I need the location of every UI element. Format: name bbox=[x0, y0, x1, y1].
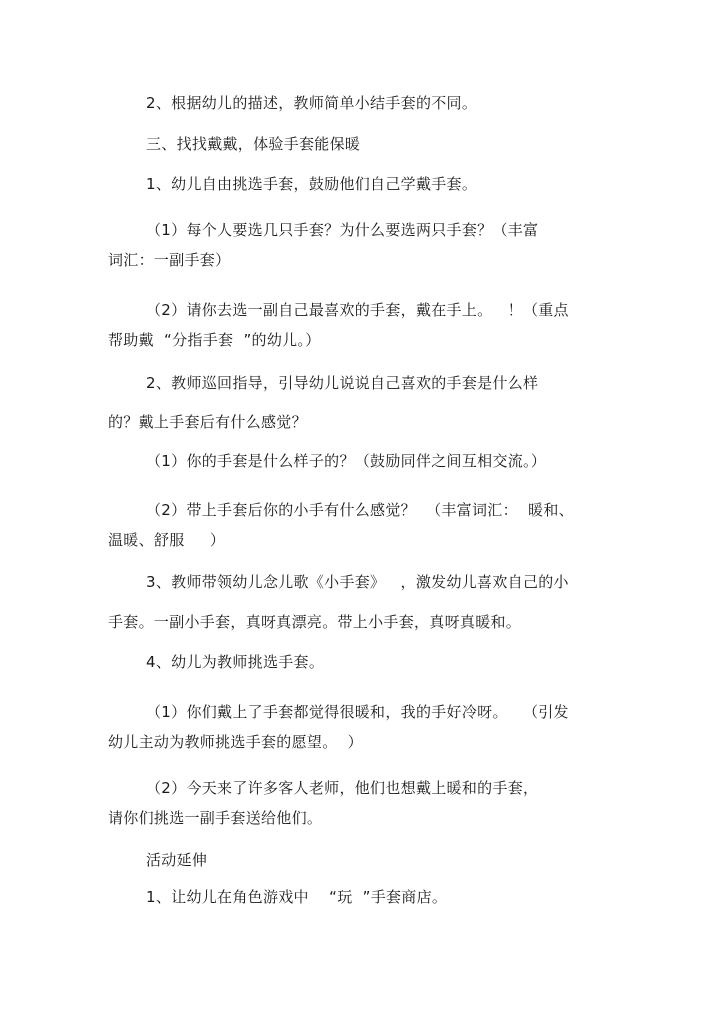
text-line: （2）今天来了许多客人老师，他们也想戴上暖和的手套， bbox=[146, 779, 539, 797]
text-line: （2）请你去选一副自己最喜欢的手套，戴在手上。 ！（重点 bbox=[146, 301, 569, 319]
text-line: 3、教师带领幼儿念儿歌《小手套》 ，激发幼儿喜欢自己的小 bbox=[146, 573, 569, 591]
text-line: 温暖、舒服 ） bbox=[108, 531, 226, 549]
text-line: 4、幼儿为教师挑选手套。 bbox=[146, 653, 325, 671]
text-line: （1）你的手套是什么样子的？（鼓励同伴之间互相交流。） bbox=[146, 452, 547, 470]
text-line: 2、教师巡回指导，引导幼儿说说自己喜欢的手套是什么样 bbox=[146, 374, 539, 392]
text-line: 1、幼儿自由挑选手套，鼓励他们自己学戴手套。 bbox=[146, 175, 478, 193]
text-line: 幼儿主动为教师挑选手套的愿望。 ） bbox=[108, 733, 363, 751]
text-line: 帮助戴 “分指手套 ”的幼儿。） bbox=[108, 331, 321, 349]
text-line: （1）你们戴上了手套都觉得很暖和，我的手好冷呀。 （引发 bbox=[146, 703, 569, 721]
text-line: 请你们挑选一副手套送给他们。 bbox=[108, 809, 323, 827]
text-line: 的？戴上手套后有什么感觉？ bbox=[108, 413, 307, 431]
text-line: 2、根据幼儿的描述，教师简单小结手套的不同。 bbox=[146, 94, 478, 112]
text-line: 词汇：一副手套） bbox=[108, 251, 231, 269]
section-heading: 活动延伸 bbox=[146, 851, 208, 869]
section-heading: 三、找找戴戴，体验手套能保暖 bbox=[146, 135, 361, 153]
text-line: （2）带上手套后你的小手有什么感觉？ （丰富词汇： 暖和、 bbox=[146, 501, 574, 519]
text-line: 1、让幼儿在角色游戏中 “玩 ”手套商店。 bbox=[146, 888, 448, 906]
text-line: 手套。一副小手套，真呀真漂亮。带上小手套，真呀真暖和。 bbox=[108, 613, 522, 631]
text-line: （1）每个人要选几只手套？为什么要选两只手套？（丰富 bbox=[146, 221, 539, 239]
